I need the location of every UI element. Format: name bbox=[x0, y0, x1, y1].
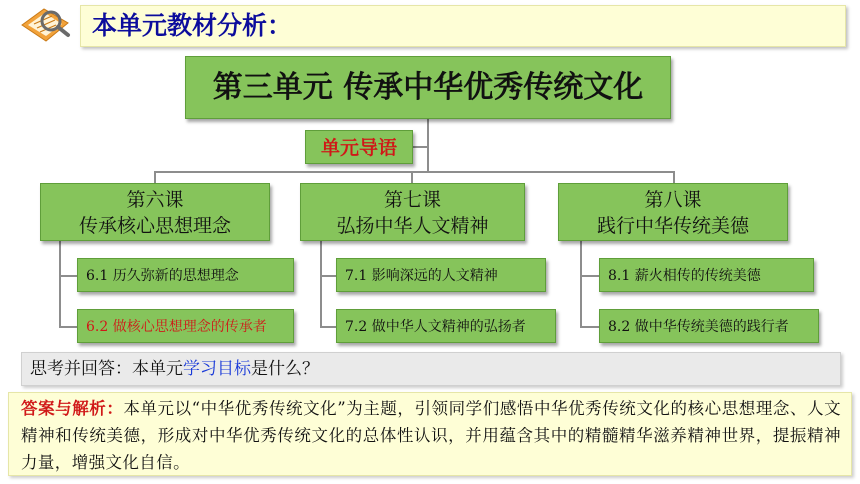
answer-label: 答案与解析： bbox=[21, 399, 124, 418]
connector-line bbox=[320, 241, 322, 327]
connector-line bbox=[411, 171, 413, 183]
connector-line bbox=[413, 146, 427, 148]
topic-6-1-node: 6.1 历久弥新的思想理念 bbox=[77, 258, 294, 292]
question-text bbox=[30, 352, 319, 386]
connector-line bbox=[59, 326, 77, 328]
lesson-title: 弘扬中华人文精神 bbox=[336, 215, 489, 237]
answer-text: 本单元以“中华优秀传统文化”为主题，引领同学们感悟中华优秀传统文化的核心思想理念、人文精神和传统美德，形成对中华优秀传统文化的总体性认识，并用蕴含其中的精髓精华滋养精神世界，提振精神力量，增强文化自信。 bbox=[21, 399, 841, 472]
lesson-number: 第七课 bbox=[383, 189, 441, 211]
page-title: 本单元教材分析： bbox=[92, 11, 293, 40]
connector-line bbox=[580, 241, 582, 327]
connector-line bbox=[154, 171, 675, 173]
unit-intro-node: 单元导语 bbox=[305, 130, 413, 164]
connector-line bbox=[59, 241, 61, 327]
connector-line bbox=[427, 119, 429, 171]
answer-box bbox=[8, 392, 852, 476]
connector-line bbox=[59, 275, 77, 277]
connector-line bbox=[580, 326, 599, 328]
lesson-8-node bbox=[558, 183, 788, 241]
magnifier-document-icon bbox=[18, 3, 76, 47]
connector-line bbox=[673, 171, 675, 183]
unit-title: 第三单元 传承中华优秀传统文化 bbox=[212, 70, 644, 105]
connector-line bbox=[320, 326, 336, 328]
question-prefix: 思考并回答：本单元 bbox=[30, 359, 183, 379]
question-suffix: 是什么？ bbox=[251, 359, 319, 379]
connector-line bbox=[154, 171, 156, 183]
question-highlight: 学习目标 bbox=[183, 359, 251, 379]
connector-line bbox=[320, 275, 336, 277]
topic-8-1-node: 8.1 薪火相传的传统美德 bbox=[599, 258, 814, 292]
lesson-6-node bbox=[40, 183, 270, 241]
topic-7-2-node: 7.2 做中华人文精神的弘扬者 bbox=[336, 309, 556, 343]
lesson-7-node bbox=[300, 183, 525, 241]
lesson-title: 践行中华传统美德 bbox=[596, 215, 749, 237]
lesson-title: 传承核心思想理念 bbox=[78, 215, 231, 237]
topic-7-1-node: 7.1 影响深远的人文精神 bbox=[336, 258, 546, 292]
topic-6-2-node: 6.2 做核心思想理念的传承者 bbox=[77, 309, 294, 343]
lesson-number: 第六课 bbox=[126, 189, 184, 211]
topic-8-2-node: 8.2 做中华传统美德的践行者 bbox=[599, 309, 819, 343]
lesson-number: 第八课 bbox=[644, 189, 702, 211]
connector-line bbox=[580, 275, 599, 277]
